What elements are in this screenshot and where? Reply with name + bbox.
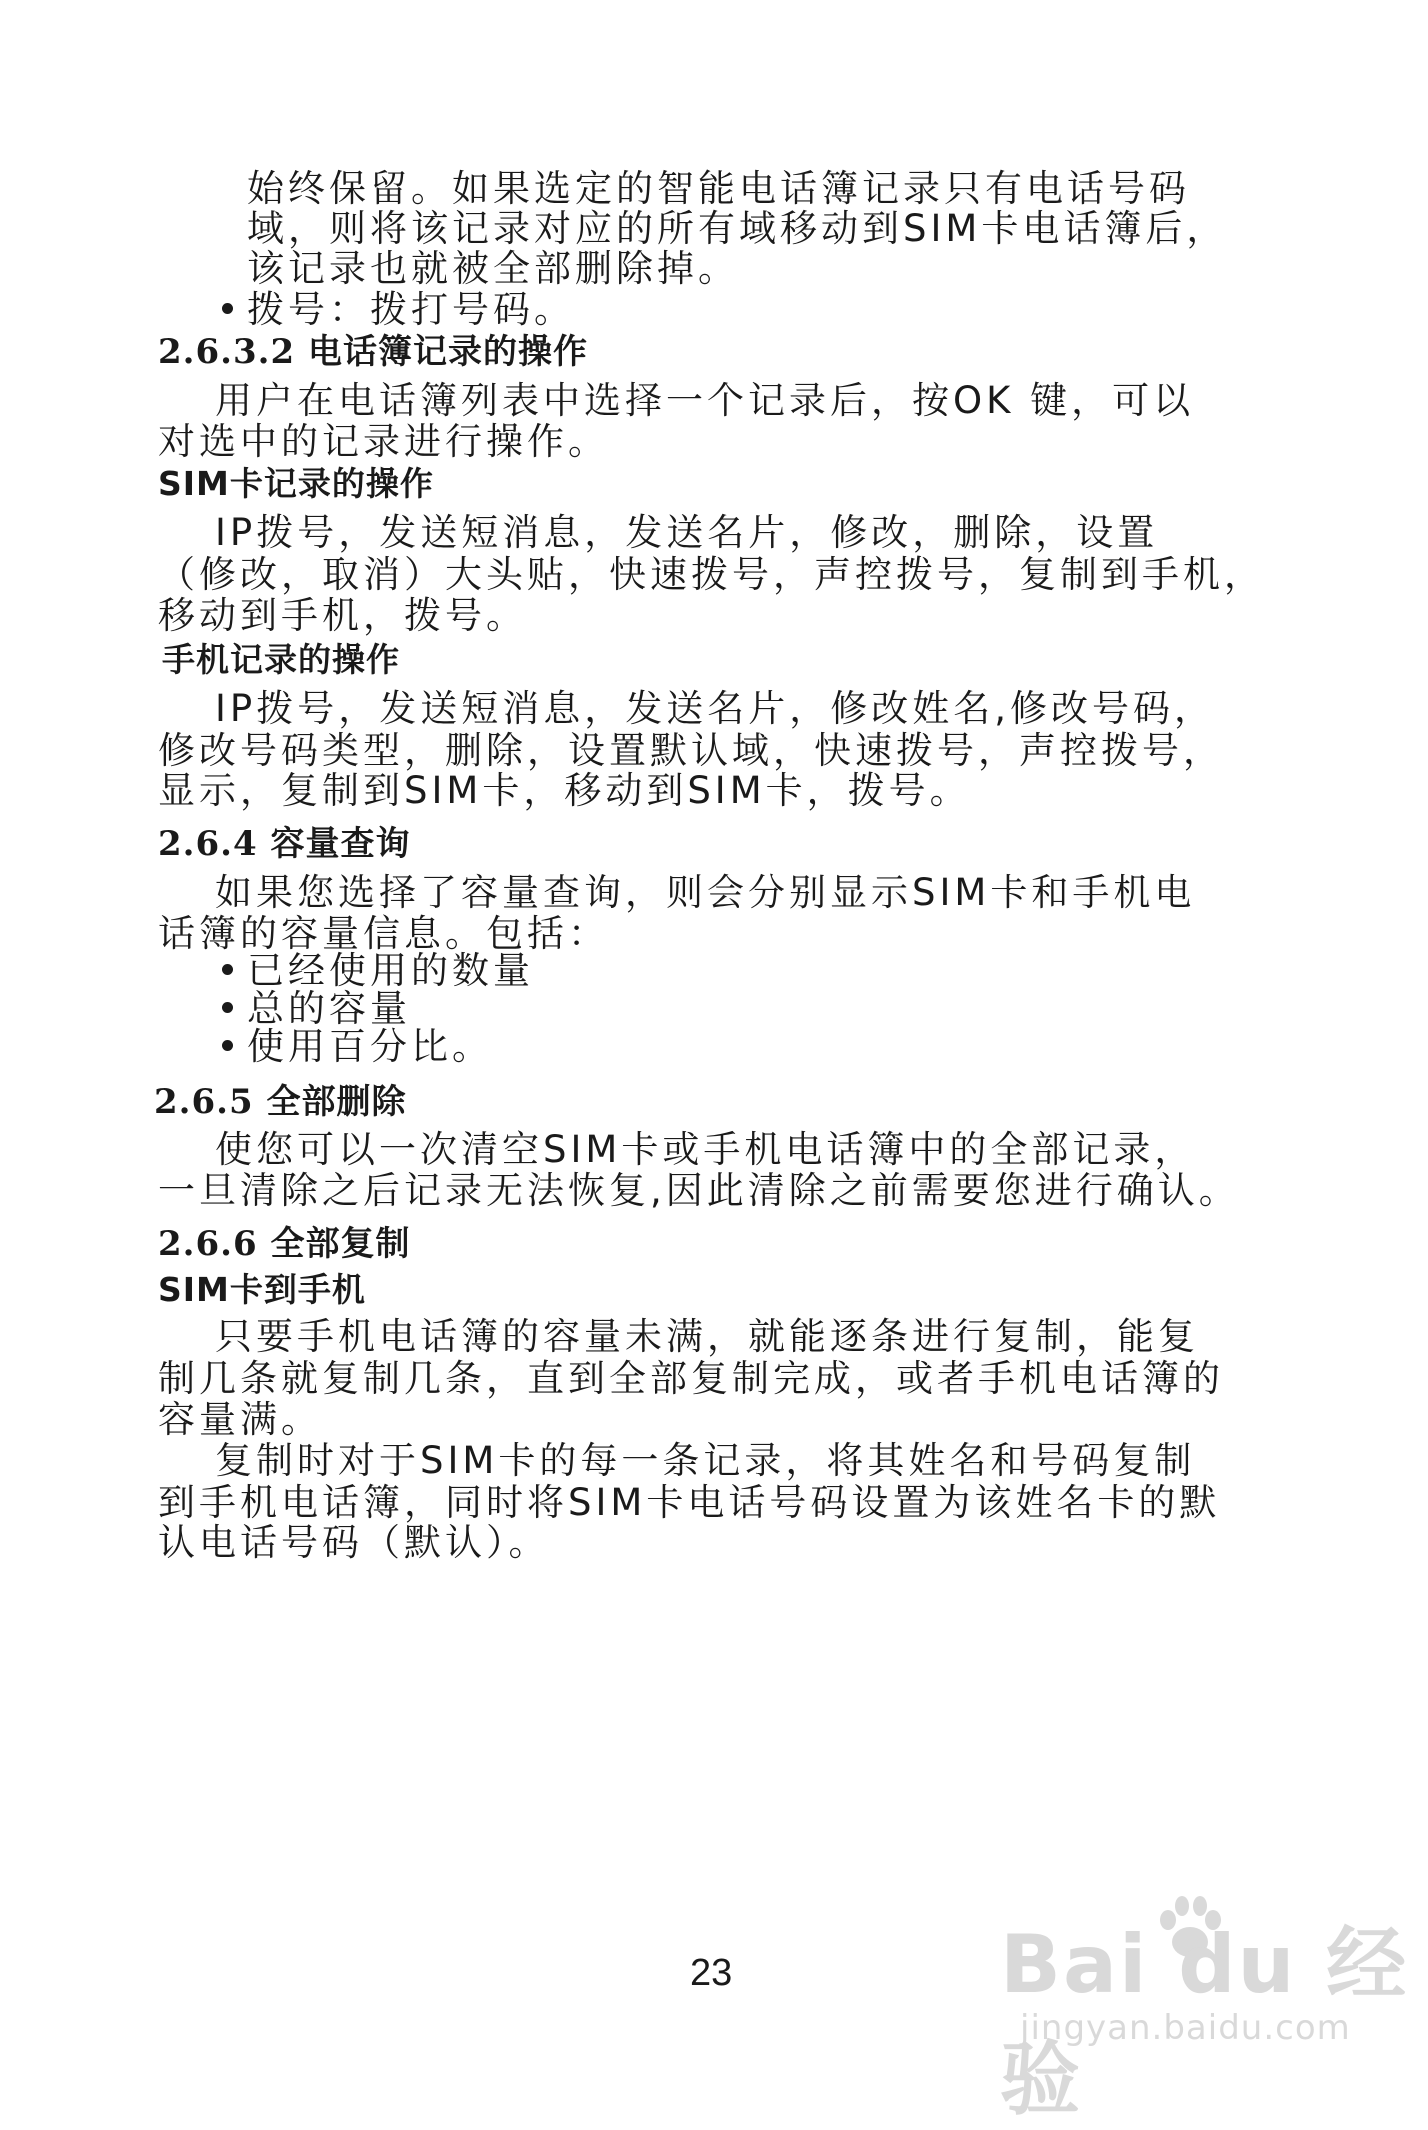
text-line: 制几条就复制几条，直到全部复制完成，或者手机电话簿的: [158, 1357, 1224, 1400]
subsection-heading: SIM卡到手机: [158, 1270, 366, 1309]
text-line: 话簿的容量信息。包括：: [158, 912, 609, 955]
text-line: 显示，复制到SIM卡，移动到SIM卡，拨号。: [158, 769, 971, 812]
text-line: 复制时对于SIM卡的每一条记录，将其姓名和号码复制: [215, 1439, 1196, 1482]
text-line: 容量满。: [158, 1398, 322, 1441]
bullet-text: 使用百分比。: [247, 1025, 493, 1068]
watermark-url: jingyan.baidu.com: [1020, 2008, 1351, 2048]
subsection-heading: SIM卡记录的操作: [158, 464, 434, 503]
text-line: （修改，取消）大头贴，快速拨号，声控拨号，复制到手机，: [158, 553, 1265, 596]
section-heading: 2.6.3.2 电话簿记录的操作: [158, 332, 588, 372]
text-line: 修改号码类型，删除，设置默认域，快速拨号，声控拨号，: [158, 729, 1224, 772]
watermark-logo: Bai du 经验: [1000, 1918, 1409, 2126]
section-heading: 2.6.4 容量查询: [158, 824, 411, 864]
text-line: 认电话号码（默认）。: [158, 1521, 550, 1564]
watermark: [1000, 1890, 1410, 2126]
section-heading: 2.6.6 全部复制: [158, 1224, 411, 1264]
text-line: 对选中的记录进行操作。: [158, 420, 609, 463]
section-heading: 2.6.5 全部删除: [154, 1082, 407, 1122]
text-line: 始终保留。如果选定的智能电话簿记录只有电话号码: [247, 167, 1190, 210]
bullet-icon: [222, 303, 233, 314]
bullet-icon: [222, 1040, 233, 1051]
bullet-text: 拨号：拨打号码。: [247, 288, 575, 331]
bullet-icon: [222, 964, 233, 975]
subsection-heading: 手机记录的操作: [162, 640, 400, 679]
text-line: 只要手机电话簿的容量未满，就能逐条进行复制，能复: [215, 1315, 1199, 1358]
text-line: IP拨号，发送短消息，发送名片，修改姓名,修改号码，: [215, 687, 1215, 730]
text-line: 一旦清除之后记录无法恢复,因此清除之前需要您进行确认。: [158, 1169, 1240, 1212]
bullet-text: 已经使用的数量: [247, 949, 534, 992]
text-line: 如果您选择了容量查询，则会分别显示SIM卡和手机电: [215, 871, 1196, 914]
text-line: 该记录也就被全部删除掉。: [247, 247, 739, 290]
text-line: 用户在电话簿列表中选择一个记录后，按OK 键，可以: [215, 379, 1195, 422]
text-line: IP拨号，发送短消息，发送名片，修改，删除，设置: [215, 511, 1159, 554]
bullet-text: 总的容量: [247, 987, 411, 1030]
bullet-icon: [222, 1002, 233, 1013]
text-line: 使您可以一次清空SIM卡或手机电话簿中的全部记录，: [215, 1128, 1196, 1171]
page-number: 23: [690, 1952, 733, 1994]
text-line: 到手机电话簿，同时将SIM卡电话号码设置为该姓名卡的默: [158, 1481, 1221, 1524]
text-line: 域，则将该记录对应的所有域移动到SIM卡电话簿后，: [247, 207, 1228, 250]
text-line: 移动到手机，拨号。: [158, 594, 527, 637]
